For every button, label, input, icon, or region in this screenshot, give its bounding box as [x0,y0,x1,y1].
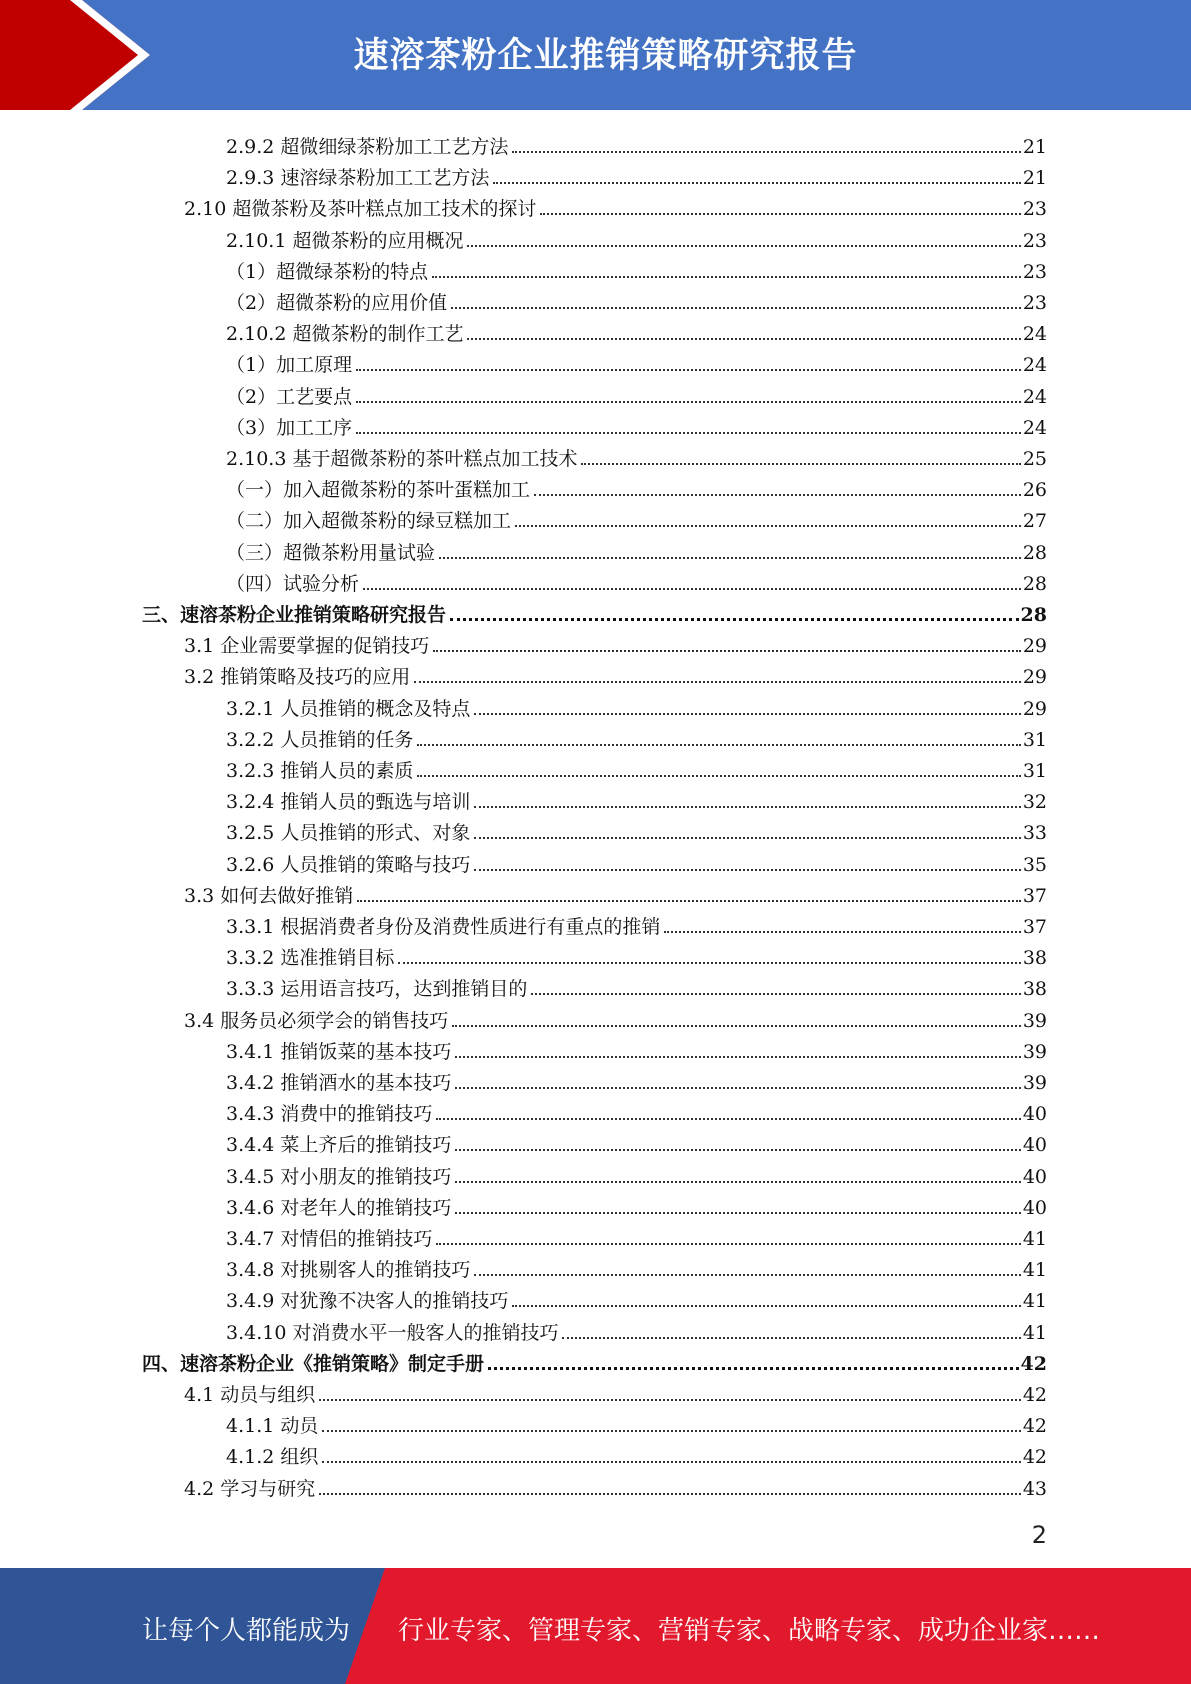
toc-dot-leader [512,151,1020,153]
toc-entry-page: 21 [1022,136,1047,158]
toc-dot-leader [474,806,1020,808]
toc-dot-leader [488,1367,1019,1370]
toc-entry[interactable] [226,1407,1047,1438]
toc-entry-page: 38 [1022,947,1047,970]
toc-entry[interactable] [184,627,1047,658]
toc-entry[interactable] [226,315,1047,346]
toc-dot-leader [436,1243,1020,1245]
toc-entry[interactable] [226,1158,1047,1189]
toc-entry[interactable] [226,690,1047,721]
toc-entry[interactable] [184,1376,1047,1407]
toc-entry-page: 23 [1022,229,1047,252]
toc-entry-label: （一）加入超微茶粉的茶叶蛋糕加工 [226,479,531,502]
toc-dot-leader [512,1305,1020,1307]
toc-entry[interactable] [226,409,1047,440]
toc-entry[interactable] [226,378,1047,409]
toc-entry[interactable] [226,284,1047,315]
toc-entry[interactable] [226,814,1047,845]
toc-entry-page: 39 [1022,1072,1047,1094]
toc-entry-page: 39 [1022,1040,1047,1063]
toc-entry-label: （1）加工原理 [226,354,353,377]
toc-entry-label: 3.4.4 菜上齐后的推销技巧 [226,1134,452,1157]
toc-dot-leader [450,618,1019,621]
toc-entry-label: 3.4.7 对情侣的推销技巧 [226,1228,433,1250]
page-footer [0,1568,1191,1684]
toc-entry-page: 24 [1022,416,1047,439]
toc-entry-label: （三）超微茶粉用量试验 [226,541,436,564]
toc-entry-label: （2）超微茶粉的应用价值 [226,292,448,314]
toc-entry[interactable] [184,658,1047,689]
toc-entry-label: 2.9.3 速溶绿茶粉加工工艺方法 [226,167,490,190]
toc-entry-label: 3.2.1 人员推销的概念及特点 [226,697,471,720]
toc-dot-leader [417,744,1020,746]
toc-entry-label: 2.10.2 超微茶粉的制作工艺 [226,323,464,346]
toc-dot-leader [474,713,1020,715]
toc-dot-leader [452,1025,1021,1027]
toc-dot-leader [322,1461,1020,1463]
toc-entry-page: 24 [1022,385,1047,408]
footer-slogan: 让每个人都能成为 [142,1616,351,1646]
toc-dot-leader [356,401,1021,403]
toc-entry[interactable] [226,222,1047,253]
toc-entry-label: 3.4.6 对老年人的推销技巧 [226,1196,452,1219]
toc-entry[interactable] [226,565,1047,596]
toc-entry-page: 25 [1022,448,1047,470]
toc-entry-label: 三、速溶茶粉企业推销策略研究报告 [142,604,447,626]
toc-entry-page: 28 [1022,541,1047,564]
toc-entry-page: 21 [1022,167,1047,190]
toc-entry[interactable] [184,877,1047,908]
toc-dot-leader [357,900,1021,902]
toc-dot-leader [417,775,1020,777]
toc-entry[interactable] [226,1282,1047,1313]
toc-dot-leader [515,525,1021,527]
toc-entry-page: 40 [1022,1134,1047,1157]
toc-entry-label: 3.4.9 对犹豫不决客人的推销技巧 [226,1290,509,1313]
toc-dot-leader [432,276,1021,278]
toc-entry-page: 23 [1022,198,1047,221]
toc-dot-leader [319,1493,1021,1495]
toc-entry-label: 3.2.3 推销人员的素质 [226,760,414,782]
toc-entry-label: 3.4.8 对挑剔客人的推销技巧 [226,1259,471,1282]
toc-entry-page: 28 [1022,572,1047,595]
toc-entry[interactable] [226,1220,1047,1251]
toc-entry[interactable] [142,596,1047,627]
toc-entry-page: 42 [1022,1415,1047,1438]
toc-entry-page: 39 [1022,1009,1047,1032]
toc-dot-leader [534,494,1021,496]
toc-dot-leader [363,588,1021,590]
toc-dot-leader [451,307,1021,309]
toc-entry[interactable] [226,253,1047,284]
toc-entry-label: （3）加工工序 [226,416,353,439]
toc-dot-leader [664,931,1020,933]
toc-entry-page: 24 [1022,354,1047,377]
toc-entry-page: 43 [1022,1477,1047,1500]
toc-entry[interactable] [226,1095,1047,1126]
toc-entry-page: 27 [1022,510,1047,533]
page-header [0,0,1191,110]
toc-entry[interactable] [226,970,1047,1001]
toc-dot-leader [356,432,1021,434]
toc-entry-page: 42 [1020,1352,1047,1375]
toc-entry[interactable] [226,846,1047,877]
toc-entry[interactable] [226,502,1047,533]
toc-dot-leader [531,993,1020,995]
toc-entry[interactable] [184,1002,1047,1033]
toc-dot-leader [455,1056,1020,1058]
footer-roles: 行业专家、管理专家、营销专家、战略专家、成功企业家…… [398,1616,1101,1646]
toc-entry-page: 29 [1022,666,1047,689]
toc-entry-page: 38 [1022,978,1047,1001]
toc-entry-label: 3.3 如何去做好推销 [184,884,354,907]
toc-entry-page: 37 [1022,916,1047,938]
toc-dot-leader [581,463,1020,465]
toc-entry-label: （1）超微绿茶粉的特点 [226,260,429,283]
toc-entry[interactable] [226,534,1047,565]
toc-entry-label: 3.4 服务员必须学会的销售技巧 [184,1009,449,1032]
toc-entry-label: 3.3.1 根据消费者身份及消费性质进行有重点的推销 [226,916,661,938]
toc-entry[interactable] [226,159,1047,190]
toc-entry[interactable] [226,1438,1047,1469]
toc-entry[interactable] [226,1033,1047,1064]
toc-dot-leader [540,213,1020,215]
toc-entry-page: 42 [1022,1384,1047,1406]
toc-entry-label: 3.2.6 人员推销的策略与技巧 [226,853,471,876]
toc-entry[interactable] [226,752,1047,783]
toc-entry-label: 四、速溶茶粉企业《推销策略》制定手册 [142,1352,485,1375]
toc-entry-label: 3.4.3 消费中的推销技巧 [226,1103,433,1126]
toc-dot-leader [474,869,1020,871]
toc-entry-label: 4.1 动员与组织 [184,1384,316,1406]
toc-entry-label: 3.1 企业需要掌握的促销技巧 [184,635,430,658]
toc-entry[interactable] [226,1251,1047,1282]
toc-entry-label: 3.4.5 对小朋友的推销技巧 [226,1165,452,1188]
toc-entry-label: 3.2 推销策略及技巧的应用 [184,666,411,689]
toc-entry-page: 40 [1022,1196,1047,1219]
toc-dot-leader [474,837,1020,839]
toc-entry-label: 2.9.2 超微细绿茶粉加工工艺方法 [226,136,509,158]
toc-entry-label: 3.2.5 人员推销的形式、对象 [226,822,471,845]
toc-entry-label: 3.3.3 运用语言技巧，达到推销目的 [226,978,528,1001]
toc-entry-label: 3.2.2 人员推销的任务 [226,728,414,751]
toc-entry-page: 41 [1022,1228,1047,1250]
toc-dot-leader [467,338,1020,340]
toc-entry[interactable] [226,440,1047,471]
toc-entry-page: 24 [1022,323,1047,346]
toc-dot-leader [455,1181,1020,1183]
toc-entry-label: 3.4.2 推销酒水的基本技巧 [226,1072,452,1094]
toc-entry-page: 40 [1022,1165,1047,1188]
toc-dot-leader [439,557,1021,559]
toc-entry-page: 26 [1022,479,1047,502]
toc-entry[interactable] [226,939,1047,970]
toc-dot-leader [398,962,1020,964]
toc-entry[interactable] [226,721,1047,752]
toc-entry-label: （二）加入超微茶粉的绿豆糕加工 [226,510,512,533]
toc-entry-page: 31 [1022,728,1047,751]
toc-entry-label: 3.4.10 对消费水平一般客人的推销技巧 [226,1321,559,1344]
toc-entry[interactable] [184,1470,1047,1501]
toc-dot-leader [433,650,1021,652]
toc-entry-page: 23 [1022,260,1047,283]
toc-entry-page: 29 [1022,697,1047,720]
toc-dot-leader [356,369,1021,371]
toc-dot-leader [455,1149,1020,1151]
toc-dot-leader [436,1118,1020,1120]
toc-entry[interactable] [226,346,1047,377]
toc-entry-page: 41 [1022,1259,1047,1282]
toc-entry[interactable] [226,908,1047,939]
toc-entry[interactable] [184,190,1047,221]
toc-entry-label: 2.10 超微茶粉及茶叶糕点加工技术的探讨 [184,198,537,221]
toc-entry-label: 4.2 学习与研究 [184,1477,316,1500]
toc-entry[interactable] [226,1126,1047,1157]
toc-entry-label: 3.4.1 推销饭菜的基本技巧 [226,1040,452,1063]
toc-entry[interactable] [226,471,1047,502]
page-number: 2 [1031,1521,1047,1549]
toc-entry[interactable] [142,1345,1047,1376]
toc-entry[interactable] [226,783,1047,814]
toc-dot-leader [322,1430,1020,1432]
toc-entry[interactable] [226,128,1047,159]
toc-entry-page: 37 [1022,884,1047,907]
toc-entry-label: 4.1.2 组织 [226,1446,319,1469]
toc-entry-page: 31 [1022,760,1047,782]
toc-entry-label: 2.10.1 超微茶粉的应用概况 [226,229,464,252]
toc-dot-leader [474,1274,1020,1276]
toc-entry[interactable] [226,1189,1047,1220]
toc-entry-page: 28 [1020,604,1047,626]
toc-entry-label: （四）试验分析 [226,572,360,595]
toc-entry-label: （2）工艺要点 [226,385,353,408]
toc-entry-page: 23 [1022,292,1047,314]
toc-entry-page: 32 [1022,791,1047,814]
toc-dot-leader [467,245,1020,247]
toc-entry[interactable] [226,1314,1047,1345]
toc-entry-page: 41 [1022,1321,1047,1344]
toc-entry-page: 29 [1022,635,1047,658]
toc-entry-page: 40 [1022,1103,1047,1126]
header-title: 速溶茶粉企业推销策略研究报告 [353,36,858,76]
toc-dot-leader [562,1337,1020,1339]
toc-entry[interactable] [226,1064,1047,1095]
toc-entry-page: 42 [1022,1446,1047,1469]
toc-entry-label: 4.1.1 动员 [226,1415,319,1438]
toc-dot-leader [493,182,1020,184]
toc-entry-page: 35 [1022,853,1047,876]
toc-dot-leader [455,1087,1020,1089]
toc-entry-page: 33 [1022,822,1047,845]
toc-entry-page: 41 [1022,1290,1047,1313]
toc-dot-leader [455,1212,1020,1214]
toc-entry-label: 3.2.4 推销人员的甄选与培训 [226,791,471,814]
toc-dot-leader [319,1399,1021,1401]
toc-dot-leader [414,681,1021,683]
toc-entry-label: 2.10.3 基于超微茶粉的茶叶糕点加工技术 [226,448,578,470]
toc-entry-label: 3.3.2 选准推销目标 [226,947,395,970]
